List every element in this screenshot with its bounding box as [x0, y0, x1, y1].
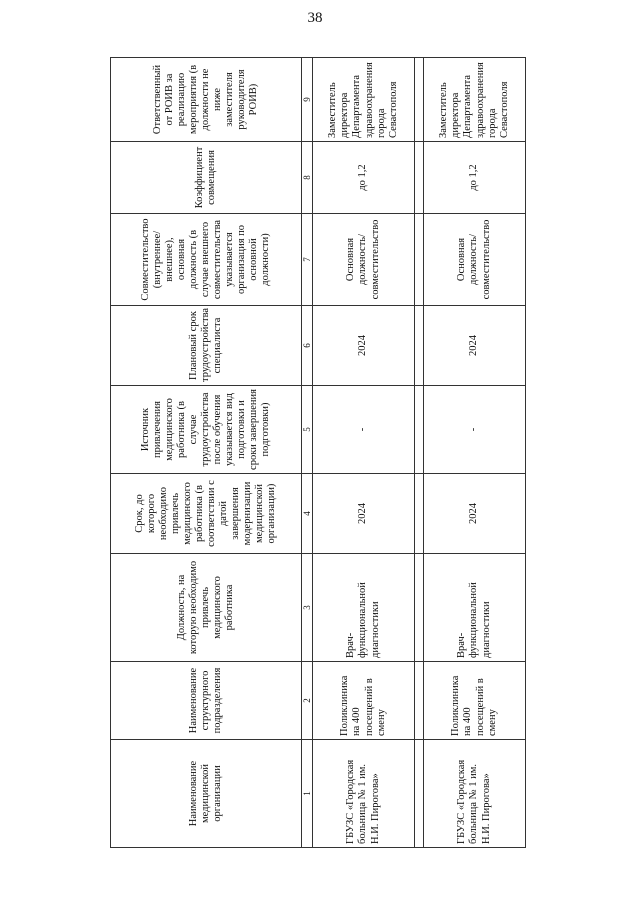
column-number: 9 [302, 58, 313, 142]
column-number: 6 [302, 306, 313, 386]
cell-org: ГБУЗС «Городская больница № 1 им. Н.И. Пирогова» [313, 740, 415, 848]
cell-coef: до 1,2 [313, 142, 415, 214]
header-unit: Наименование структурного подразделения [111, 662, 302, 740]
cell-position: Врач-функциональной диагностики [313, 554, 415, 662]
column-number: 3 [302, 554, 313, 662]
column-number: 2 [302, 662, 313, 740]
table-header-row [111, 58, 302, 848]
header-plan: Плановый срок трудоустройства специалиста [111, 306, 302, 386]
header-combination: Совместительство (внутреннее/внешнее), основная должность (в случае внешнего совместительства указывается организация по основной должности) [111, 214, 302, 306]
cell-responsible: Заместитель директора Департамента здравоохранения города Севастополя [313, 58, 415, 142]
cell-combination: Основная должность/ совместительство [313, 214, 415, 306]
header-org: Наименование медицинской организации [111, 740, 302, 848]
cell-plan: 2024 [313, 306, 415, 386]
cell-position: Врач-функциональной диагностики [424, 554, 526, 662]
cell-deadline: 2024 [424, 474, 526, 554]
header-source: Источник привлечения медицинского работника (в случае трудоустройства после обучения указывается вид подготовки и сроки завершения подготовки) [111, 386, 302, 474]
column-number: 8 [302, 142, 313, 214]
cell-coef: до 1,2 [424, 142, 526, 214]
header-responsible: Ответственный от РОИВ за реализацию мероприятия (в должности не ниже заместителя руководителя РОИВ) [111, 58, 302, 142]
cell-source: - [313, 386, 415, 474]
table-row [424, 58, 526, 848]
cell-org: ГБУЗС «Городская больница № 1 им. Н.И. Пирогова» [424, 740, 526, 848]
cell-source: - [424, 386, 526, 474]
cell-unit: Поликлиника на 400 посещений в смену [424, 662, 526, 740]
row-separator [415, 58, 424, 848]
cell-responsible: Заместитель директора Департамента здравоохранения города Севастополя [424, 58, 526, 142]
header-position: Должность, на которую необходимо привлечь медицинского работника [111, 554, 302, 662]
cell-combination: Основная должность/ совместительство [424, 214, 526, 306]
page-number: 38 [307, 10, 323, 26]
column-number-row [302, 58, 313, 848]
staffing-table [110, 57, 526, 848]
header-coef: Коэффициент совмещения [111, 142, 302, 214]
column-number: 7 [302, 214, 313, 306]
cell-unit: Поликлиника на 400 посещений в смену [313, 662, 415, 740]
cell-deadline: 2024 [313, 474, 415, 554]
column-number: 5 [302, 386, 313, 474]
rotated-table-wrapper [110, 58, 520, 848]
column-number: 1 [302, 740, 313, 848]
cell-plan: 2024 [424, 306, 526, 386]
header-deadline: Срок, до которого необходимо привлечь медицинского работника (в соответствии с датой завершения модернизации медицинской организации) [111, 474, 302, 554]
table-row [313, 58, 415, 848]
column-number: 4 [302, 474, 313, 554]
